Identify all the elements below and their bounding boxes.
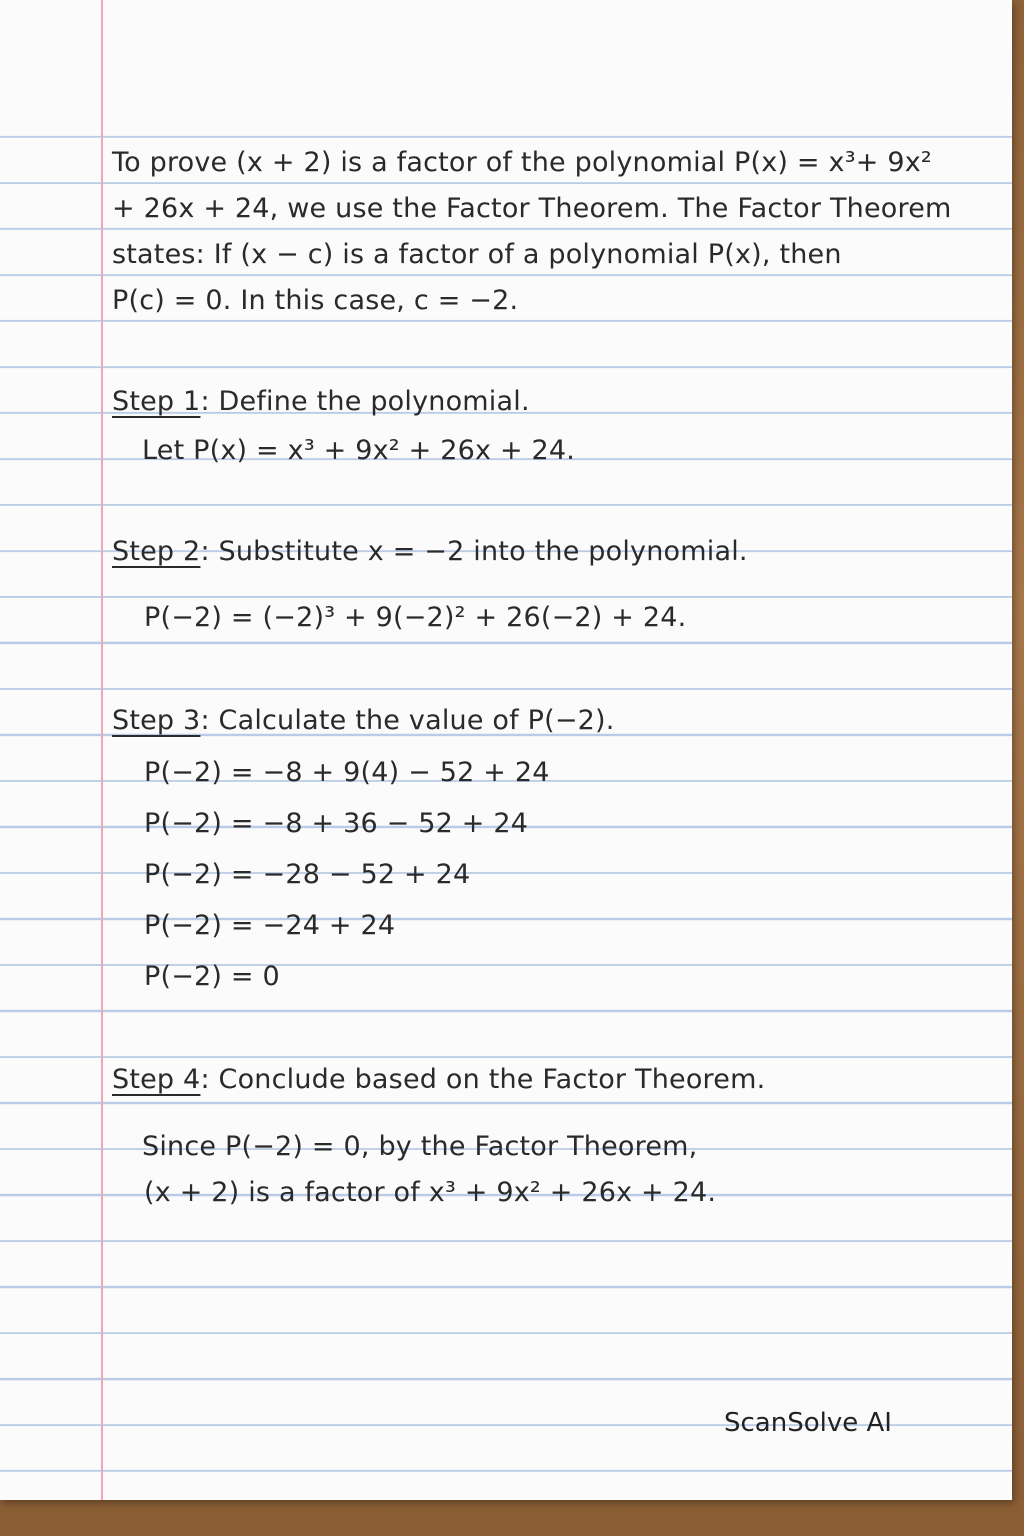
step-label: Step 4 — [112, 1064, 201, 1095]
intro-line: states: If (x − c) is a factor of a polynomial P(x), then — [112, 239, 842, 270]
conclusion-line: Since P(−2) = 0, by the Factor Theorem, — [142, 1131, 698, 1162]
page-header-blank — [0, 0, 1012, 120]
step-heading — [112, 695, 972, 747]
step-3 — [112, 695, 972, 1002]
calc-line: P(−2) = 0 — [144, 961, 280, 992]
step-title: : Substitute x = −2 into the polynomial. — [200, 536, 748, 567]
step-label: Step 1 — [112, 386, 201, 417]
intro-line: + 26x + 24, we use the Factor Theorem. The Factor Theorem — [112, 193, 952, 224]
signature: ScanSolve AI — [724, 1408, 892, 1438]
calc-line: P(−2) = −8 + 36 − 52 + 24 — [144, 808, 529, 839]
calc-line: P(−2) = −24 + 24 — [144, 910, 396, 941]
solution-content — [112, 140, 972, 1216]
conclusion-line: (x + 2) is a factor of x³ + 9x² + 26x + 24. — [144, 1177, 717, 1208]
intro-paragraph — [112, 140, 972, 324]
calc-line: P(−2) = −8 + 9(4) − 52 + 24 — [144, 757, 550, 788]
step-label: Step 2 — [112, 536, 201, 567]
intro-line: To prove (x + 2) is a factor of the polynomial P(x) = x³+ 9x² — [112, 147, 932, 178]
step-heading — [112, 376, 972, 428]
step-heading — [112, 1054, 972, 1106]
intro-line: P(c) = 0. In this case, c = −2. — [112, 285, 519, 316]
step-title: : Calculate the value of P(−2). — [200, 705, 615, 736]
step-line: P(−2) = (−2)³ + 9(−2)² + 26(−2) + 24. — [144, 602, 687, 633]
step-title: : Conclude based on the Factor Theorem. — [200, 1064, 766, 1095]
step-label: Step 3 — [112, 705, 201, 736]
step-2 — [112, 526, 972, 643]
step-4 — [112, 1054, 972, 1216]
step-1 — [112, 376, 972, 474]
step-title: : Define the polynomial. — [200, 386, 530, 417]
step-line: Let P(x) = x³ + 9x² + 26x + 24. — [142, 435, 576, 466]
step-heading — [112, 526, 972, 578]
calc-line: P(−2) = −28 − 52 + 24 — [144, 859, 471, 890]
margin-line — [101, 0, 103, 1500]
